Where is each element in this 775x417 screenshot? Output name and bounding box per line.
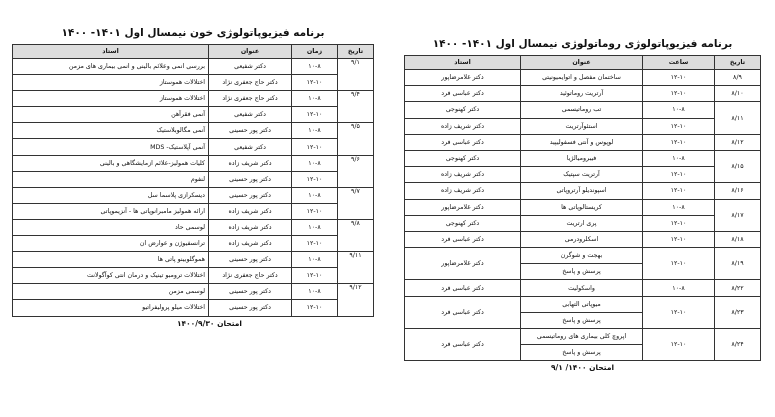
- date-cell: ۸/۱۲: [715, 134, 761, 150]
- topic-cell: پرسش و پاسخ: [521, 345, 643, 361]
- teacher-cell: کلیات همولیز-علائم ازمایشگاهی و بالینی: [13, 155, 209, 171]
- time-cell: ۱۲-۱۰: [643, 183, 715, 199]
- topic-cell: ساختمان مفصل و اتوایمیونیتی: [521, 70, 643, 86]
- title-cell: دکتر حاج جعفری نژاد: [209, 268, 292, 284]
- table-row: [13, 59, 374, 75]
- teacher-cell: دکتر کهنوجی: [405, 215, 521, 231]
- topic-cell: پرسش و پاسخ: [521, 312, 643, 328]
- time-cell: ۱۲-۱۰: [292, 300, 338, 316]
- topic-cell: اسپوندیلو آرتروپاتی: [521, 183, 643, 199]
- time-cell: ۱۲-۱۰: [643, 329, 715, 361]
- title-cell: دکتر پور حسینی: [209, 171, 292, 187]
- teacher-cell: ترانسفیوژن و عوارض ان: [13, 236, 209, 252]
- title-cell: دکتر حاج جعفری نژاد: [209, 91, 292, 107]
- teacher-cell: لنفوم: [13, 171, 209, 187]
- rheumatology-title: برنامه فیزیوپاتولوژی روماتولوژی نیمسال اول ۱۴۰۱- ۱۴۰۰: [432, 38, 733, 50]
- time-cell: ۱۲-۱۰: [292, 236, 338, 252]
- time-cell: ۱۲-۱۰: [643, 231, 715, 247]
- teacher-cell: دکتر عباسی فرد: [405, 231, 521, 247]
- topic-cell: پری ارتریت: [521, 215, 643, 231]
- time-cell: ۱۰-۸: [292, 284, 338, 300]
- time-cell: ۱۰-۸: [292, 59, 338, 75]
- table-header-row: [13, 45, 374, 59]
- table-row: [13, 284, 374, 300]
- teacher-cell: آنمی مگالوبلاستیک: [13, 123, 209, 139]
- topic-cell: لوپوس و آنتی فسفولیپید: [521, 134, 643, 150]
- date-cell: ۸/۱۷: [715, 199, 761, 231]
- header-teacher: استاد: [13, 45, 209, 59]
- teacher-cell: دکتر کهنوجی: [405, 102, 521, 118]
- header-title: عنوان: [521, 56, 643, 70]
- date-cell: ۹/۱۱: [338, 252, 374, 284]
- title-cell: دکتر پور حسینی: [209, 300, 292, 316]
- date-cell: ۸/۲۴: [715, 329, 761, 361]
- time-cell: ۱۰-۸: [292, 123, 338, 139]
- time-cell: ۱۲-۱۰: [643, 70, 715, 86]
- teacher-cell: دکتر شریف زاده: [405, 183, 521, 199]
- hematology-table: [12, 44, 374, 317]
- title-cell: دکتر شریف زاده: [209, 155, 292, 171]
- teacher-cell: دیسکرازی پلاسما سل: [13, 187, 209, 203]
- table-row: [405, 280, 761, 296]
- rheumatology-schedule: [404, 0, 761, 372]
- table-row: [13, 268, 374, 284]
- table-row: [405, 199, 761, 215]
- time-cell: ۱۲-۱۰: [643, 167, 715, 183]
- teacher-cell: اختلالات ترومبو تینیک و درمان انتی کوآگولانت: [13, 268, 209, 284]
- date-cell: ۸/۹: [715, 70, 761, 86]
- time-cell: ۱۰-۸: [643, 102, 715, 118]
- teacher-cell: اختلالات هموستاز: [13, 91, 209, 107]
- date-cell: ۹/۵: [338, 123, 374, 155]
- title-cell: دکتر پور حسینی: [209, 252, 292, 268]
- date-cell: ۸/۱۰: [715, 86, 761, 102]
- title-cell: دکتر پور حسینی: [209, 123, 292, 139]
- table-row: [13, 252, 374, 268]
- teacher-cell: اختلالات میلو پرولیفراتیو: [13, 300, 209, 316]
- header-date: تاریخ: [715, 56, 761, 70]
- header-date: تاریخ: [338, 45, 374, 59]
- time-cell: ۱۰-۸: [292, 219, 338, 235]
- topic-cell: پرسش و پاسخ: [521, 264, 643, 280]
- header-title: عنوان: [209, 45, 292, 59]
- date-cell: ۸/۲۲: [715, 280, 761, 296]
- teacher-cell: دکتر کهنوجی: [405, 150, 521, 166]
- time-cell: ۱۰-۸: [643, 199, 715, 215]
- table-row: [405, 248, 761, 264]
- date-cell: ۸/۱۶: [715, 183, 761, 199]
- teacher-cell: هموگلوبینو پاتی ها: [13, 252, 209, 268]
- table-header-row: [405, 56, 761, 70]
- topic-cell: اپروچ کلی بیماری های روماتیسمی: [521, 329, 643, 345]
- teacher-cell: بررسی انمی وعلائم بالینی و انمی بیماری های مزمن: [13, 59, 209, 75]
- table-row: [405, 102, 761, 118]
- topic-cell: میوپاتی التهابی: [521, 296, 643, 312]
- table-row: [13, 91, 374, 107]
- title-cell: دکتر شفیعی: [209, 139, 292, 155]
- table-row: [13, 187, 374, 203]
- header-teacher: استاد: [405, 56, 521, 70]
- date-cell: ۸/۱۱: [715, 102, 761, 134]
- table-row: [13, 171, 374, 187]
- header-time: زمان: [292, 45, 338, 59]
- topic-cell: فیبرومیالژیا: [521, 150, 643, 166]
- time-cell: ۱۲-۱۰: [292, 171, 338, 187]
- table-row: [13, 107, 374, 123]
- title-cell: دکتر شریف زاده: [209, 236, 292, 252]
- teacher-cell: دکتر غلامرضاپور: [405, 199, 521, 215]
- time-cell: ۱۰-۸: [643, 150, 715, 166]
- hematology-title: برنامه فیزیوپاتولوژی خون نیمسال اول ۱۴۰۱- ۱۴۰۰: [61, 27, 325, 39]
- time-cell: ۱۲-۱۰: [643, 118, 715, 134]
- time-cell: ۱۲-۱۰: [643, 86, 715, 102]
- header-hour: ساعت: [643, 56, 715, 70]
- time-cell: ۱۰-۸: [292, 155, 338, 171]
- time-cell: ۱۲-۱۰: [643, 248, 715, 280]
- date-cell: ۹/۱: [338, 59, 374, 91]
- hematology-schedule: [12, 0, 374, 328]
- time-cell: ۱۲-۱۰: [643, 134, 715, 150]
- teacher-cell: دکتر عباسی فرد: [405, 329, 521, 361]
- date-cell: ۹/۱۲: [338, 284, 374, 316]
- time-cell: ۱۲-۱۰: [292, 107, 338, 123]
- title-cell: دکتر حاج جعفری نژاد: [209, 75, 292, 91]
- topic-cell: اسکلرودرمی: [521, 231, 643, 247]
- table-row: [13, 123, 374, 139]
- table-row: [405, 150, 761, 166]
- title-cell: دکتر پور حسینی: [209, 284, 292, 300]
- time-cell: ۱۲-۱۰: [292, 139, 338, 155]
- teacher-cell: آنمی آپلاستیک- MDS: [13, 139, 209, 155]
- date-cell: ۸/۱۸: [715, 231, 761, 247]
- table-row: [13, 203, 374, 219]
- date-cell: ۹/۸: [338, 219, 374, 251]
- table-row: [13, 155, 374, 171]
- teacher-cell: دکتر شریف زاده: [405, 167, 521, 183]
- rheumatology-table: [404, 55, 761, 361]
- date-cell: ۹/۶: [338, 155, 374, 187]
- topic-cell: آرتریت سپتیک: [521, 167, 643, 183]
- time-cell: ۱۲-۱۰: [643, 215, 715, 231]
- table-row: [405, 118, 761, 134]
- topic-cell: استئوآرتریت: [521, 118, 643, 134]
- table-row: [13, 300, 374, 316]
- rheumatology-exam-date: امتحان ۱۴۰۰/ ۹/۱: [550, 363, 615, 373]
- topic-cell: بهجت و شوگرن: [521, 248, 643, 264]
- teacher-cell: دکتر غلامرضاپور: [405, 248, 521, 280]
- teacher-cell: ارائه همولیز مامبرانوپاتی ها - آنزیموپاتی: [13, 203, 209, 219]
- table-row: [405, 86, 761, 102]
- rheumatology-rows: [405, 70, 761, 361]
- time-cell: ۱۰-۸: [292, 187, 338, 203]
- teacher-cell: لوسمی حاد: [13, 219, 209, 235]
- teacher-cell: دکتر عباسی فرد: [405, 86, 521, 102]
- table-row: [13, 75, 374, 91]
- title-cell: دکتر پور حسینی: [209, 187, 292, 203]
- table-row: [405, 70, 761, 86]
- date-cell: ۹/۷: [338, 187, 374, 219]
- title-cell: دکتر شفیعی: [209, 59, 292, 75]
- time-cell: ۱۲-۱۰: [643, 296, 715, 328]
- table-row: [405, 296, 761, 312]
- hematology-rows: [13, 59, 374, 317]
- table-row: [13, 219, 374, 235]
- date-cell: ۸/۲۳: [715, 296, 761, 328]
- time-cell: ۱۲-۱۰: [292, 75, 338, 91]
- time-cell: ۱۰-۸: [643, 280, 715, 296]
- table-row: [405, 167, 761, 183]
- topic-cell: آرتریت روماتوئید: [521, 86, 643, 102]
- teacher-cell: دکتر شریف زاده: [405, 118, 521, 134]
- time-cell: ۱۰-۸: [292, 252, 338, 268]
- teacher-cell: اختلالات هموستاز: [13, 75, 209, 91]
- date-cell: ۸/۱۵: [715, 150, 761, 182]
- date-cell: ۹/۴: [338, 91, 374, 123]
- title-cell: دکتر شفیعی: [209, 107, 292, 123]
- teacher-cell: دکتر عباسی فرد: [405, 280, 521, 296]
- title-cell: دکتر شریف زاده: [209, 219, 292, 235]
- teacher-cell: دکتر غلامرضاپور: [405, 70, 521, 86]
- table-row: [405, 231, 761, 247]
- table-row: [13, 139, 374, 155]
- table-row: [13, 236, 374, 252]
- table-row: [405, 215, 761, 231]
- hematology-exam-date: امتحان ۱۴۰۰/۹/۳۰: [176, 318, 242, 328]
- date-cell: ۸/۱۹: [715, 248, 761, 280]
- topic-cell: تب روماتیسمی: [521, 102, 643, 118]
- teacher-cell: آنمی فقرآهن: [13, 107, 209, 123]
- time-cell: ۱۲-۱۰: [292, 268, 338, 284]
- time-cell: ۱۰-۸: [292, 91, 338, 107]
- teacher-cell: دکتر عباسی فرد: [405, 134, 521, 150]
- table-row: [405, 134, 761, 150]
- topic-cell: واسکولیت: [521, 280, 643, 296]
- table-row: [405, 329, 761, 345]
- title-cell: دکتر شریف زاده: [209, 203, 292, 219]
- teacher-cell: دکتر عباسی فرد: [405, 296, 521, 328]
- time-cell: ۱۲-۱۰: [292, 203, 338, 219]
- teacher-cell: لوسمی مزمن: [13, 284, 209, 300]
- topic-cell: کریستالوپاتی ها: [521, 199, 643, 215]
